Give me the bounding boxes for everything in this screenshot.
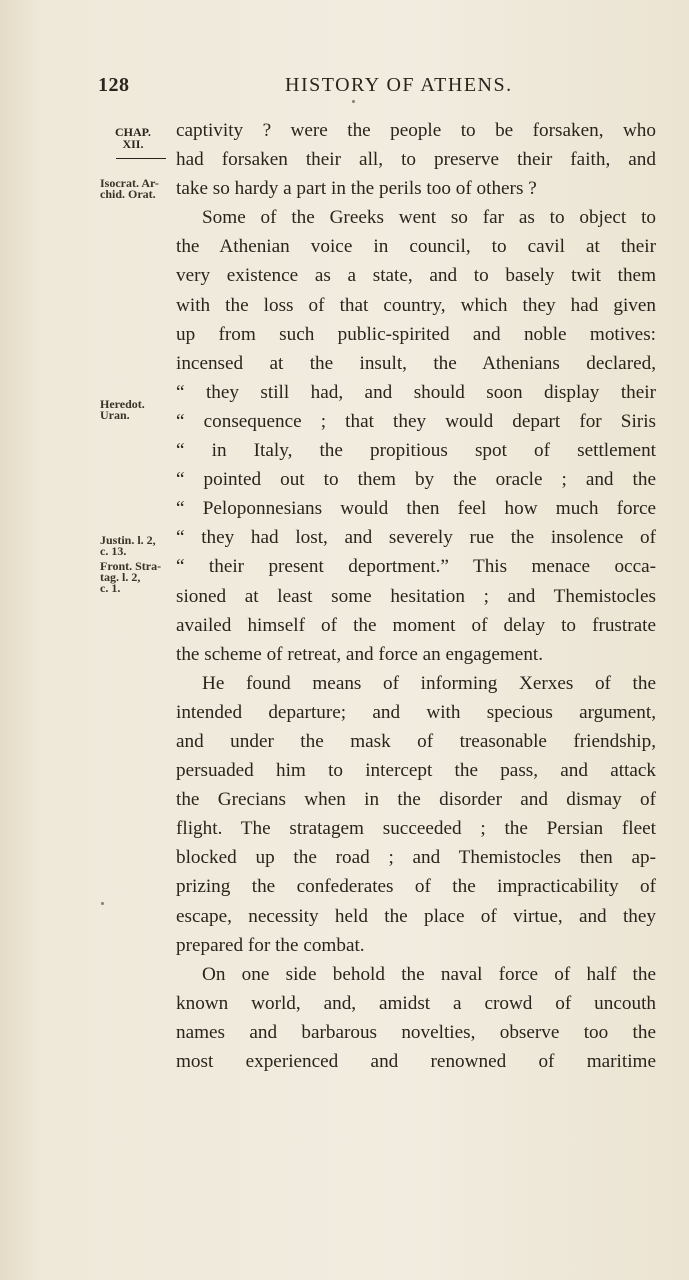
text-line: very existence as a state, and to basely twit them [176, 265, 656, 287]
text-line: sioned at least some hesitation ; and Themistocles [176, 585, 656, 607]
page-number: 128 [98, 74, 130, 96]
text-line: take so hardy a part in the perils too of others ? [176, 178, 537, 200]
text-line: incensed at the insult, the Athenians declared, [176, 352, 656, 374]
margin-note-frontinus: Front. Stra- tag. l. 2, c. 1. [100, 559, 162, 595]
text-line: “ their present deportment.” This menace occa- [176, 556, 656, 578]
text-line: “ Peloponnesians would then feel how much force [176, 498, 656, 520]
text-line: intended departure; and with specious argument, [176, 701, 656, 723]
text-line: captivity ? were the people to be forsaken, who [176, 120, 656, 141]
text-line: persuaded him to intercept the pass, and attack [176, 760, 656, 782]
text-line: known world, and, amidst a crowd of uncouth [176, 992, 656, 1014]
text-line: “ they still had, and should soon display their [176, 381, 656, 403]
text-line: prizing the confederates of the impracticability of [176, 876, 656, 898]
text-line: “ consequence ; that they would depart for Siris [176, 410, 656, 432]
chapter-label-line2: XII. [122, 137, 144, 151]
margin-note-isocrates: Isocrat. Ar- chid. Orat. [100, 176, 159, 201]
text-line: the Grecians when in the disorder and dismay of [176, 789, 656, 811]
paper-speck [101, 902, 104, 905]
running-head: HISTORY OF ATHENS. [285, 74, 513, 96]
text-line: most experienced and renowned of maritime [176, 1051, 656, 1072]
margin-note-herodotus: Heredot. Uran. [100, 397, 145, 422]
text-line: escape, necessity held the place of virtue, and they [176, 905, 656, 927]
text-line: up from such public-spirited and noble motives: [176, 323, 656, 345]
text-line: with the loss of that country, which they had given [176, 294, 656, 316]
text-line: availed himself of the moment of delay to frustrate [176, 614, 656, 636]
text-line: names and barbarous novelties, observe too the [176, 1021, 656, 1043]
text-line: the scheme of retreat, and force an engagement. [176, 643, 544, 665]
chapter-label [115, 126, 151, 150]
body-text [176, 116, 656, 1076]
text-line: blocked up the road ; and Themistocles then ap- [176, 847, 656, 869]
text-line: had forsaken their all, to preserve their faith, and [176, 149, 656, 171]
text-line: “ pointed out to them by the oracle ; and the [176, 469, 656, 491]
text-line: prepared for the combat. [176, 934, 365, 956]
text-line: the Athenian voice in council, to cavil at their [176, 236, 656, 258]
page-header [0, 74, 689, 104]
chapter-label-line1: CHAP. [115, 125, 151, 139]
text-line: He found means of informing Xerxes of the [202, 672, 656, 694]
chapter-rule [116, 158, 166, 159]
text-line: and under the mask of treasonable friendship, [176, 730, 656, 752]
paper-speck [352, 100, 355, 103]
text-line: Some of the Greeks went so far as to object to [202, 207, 656, 229]
text-line: On one side behold the naval force of half the [202, 963, 656, 985]
text-line: flight. The stratagem succeeded ; the Persian fleet [176, 818, 656, 840]
text-line: “ they had lost, and severely rue the insolence of [176, 527, 656, 549]
margin-note-justin: Justin. l. 2, c. 13. [100, 533, 156, 558]
text-line: “ in Italy, the propitious spot of settlement [176, 440, 656, 462]
